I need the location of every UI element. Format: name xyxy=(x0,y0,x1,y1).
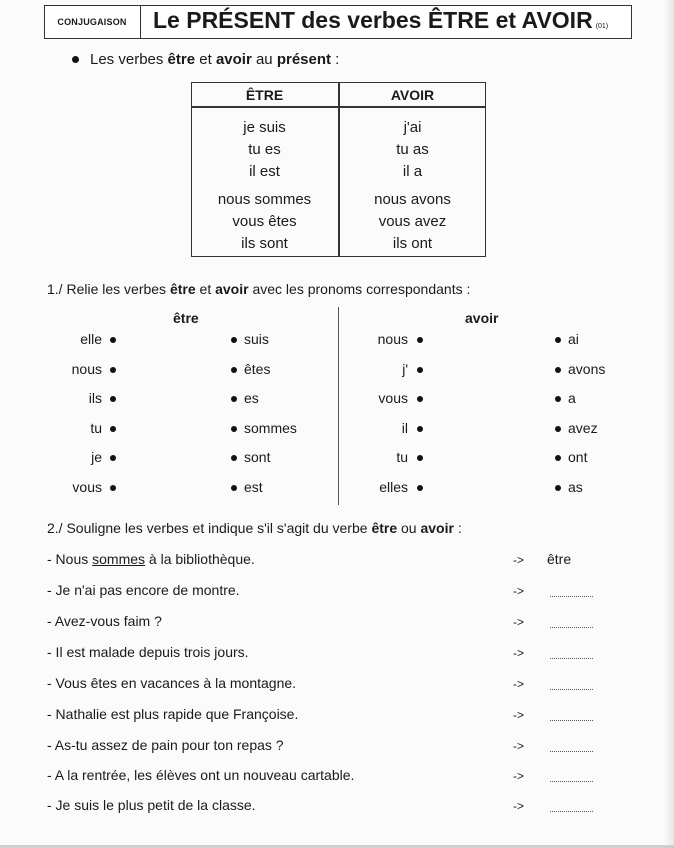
answer-blank[interactable] xyxy=(550,658,593,659)
avoir-pronoun: tu xyxy=(396,449,408,465)
answer-blank[interactable] xyxy=(550,811,593,812)
header-tag: CONJUGAISON xyxy=(44,5,141,39)
arrow-icon: -> xyxy=(513,799,525,813)
arrow-icon: -> xyxy=(513,769,525,783)
arrow-icon: -> xyxy=(513,677,525,691)
etre-verb: sommes xyxy=(244,420,297,436)
avoir-pronoun: il xyxy=(401,420,408,436)
answer-blank[interactable] xyxy=(550,596,593,597)
answer-blank[interactable] xyxy=(550,781,593,782)
arrow-icon: -> xyxy=(513,708,525,722)
bullet-icon xyxy=(72,56,79,63)
avoir-pronoun: nous xyxy=(377,331,408,347)
etre-pronoun: je xyxy=(91,449,102,465)
match-point[interactable] xyxy=(417,337,423,343)
table-cell: il est xyxy=(249,163,280,180)
page-title-text: Le PRÉSENT des verbes ÊTRE et AVOIR xyxy=(153,7,593,33)
match-point[interactable] xyxy=(110,367,116,373)
avoir-verb: a xyxy=(568,390,576,406)
sentence-line: - Il est malade depuis trois jours. xyxy=(47,644,249,660)
sentence-line: - Je n'ai pas encore de montre. xyxy=(47,582,240,598)
match-point[interactable] xyxy=(417,485,423,491)
table-cell: ils sont xyxy=(241,235,288,252)
match-header-avoir: avoir xyxy=(465,310,499,326)
table-cell: nous avons xyxy=(374,191,451,208)
page-edge-shadow xyxy=(664,0,674,848)
page-number: (01) xyxy=(595,23,609,30)
avoir-verb: avez xyxy=(568,420,598,436)
match-point[interactable] xyxy=(110,485,116,491)
table-cell: nous sommes xyxy=(217,191,312,208)
sentence-line: - Nous sommes à la bibliothèque. xyxy=(47,551,255,567)
etre-verb: suis xyxy=(244,331,269,347)
match-point[interactable] xyxy=(110,337,116,343)
sentence-line: - As-tu assez de pain pour ton repas ? xyxy=(47,737,284,753)
answer-text: être xyxy=(547,551,572,567)
match-point[interactable] xyxy=(555,396,561,402)
arrow-icon: -> xyxy=(513,553,525,567)
table-cell: ils ont xyxy=(392,235,433,252)
etre-verb: sont xyxy=(244,449,271,465)
table-cell: tu as xyxy=(396,141,429,158)
exercise2-title: 2./ Souligne les verbes et indique s'il s'agit du verbe être ou avoir : xyxy=(47,520,462,536)
exercise1-title: 1./ Relie les verbes être et avoir avec les pronoms correspondants : xyxy=(47,281,471,297)
match-point[interactable] xyxy=(231,396,237,402)
match-point[interactable] xyxy=(231,485,237,491)
table-cell: tu es xyxy=(248,141,281,158)
avoir-pronoun: elles xyxy=(379,479,408,495)
answer-blank[interactable] xyxy=(550,720,593,721)
match-point[interactable] xyxy=(555,485,561,491)
avoir-verb: avons xyxy=(568,361,606,377)
table-cell: vous avez xyxy=(378,213,447,230)
answer-blank[interactable] xyxy=(550,751,593,752)
match-point[interactable] xyxy=(417,396,423,402)
arrow-icon: -> xyxy=(513,584,525,598)
match-point[interactable] xyxy=(555,337,561,343)
etre-verb: est xyxy=(244,479,263,495)
match-point[interactable] xyxy=(417,367,423,373)
avoir-verb: ont xyxy=(568,449,588,465)
sentence-line: - Vous êtes en vacances à la montagne. xyxy=(47,675,297,691)
answer-blank[interactable] xyxy=(550,689,593,690)
etre-verb: êtes xyxy=(244,361,271,377)
match-header-etre: être xyxy=(173,310,199,326)
etre-pronoun: tu xyxy=(90,420,102,436)
arrow-icon: -> xyxy=(513,646,525,660)
table-cell: vous êtes xyxy=(232,213,297,230)
sentence-line: - Avez-vous faim ? xyxy=(47,613,162,629)
match-point[interactable] xyxy=(555,426,561,432)
answer-blank[interactable] xyxy=(550,627,593,628)
avoir-pronoun: j' xyxy=(402,361,408,377)
etre-pronoun: elle xyxy=(80,331,102,347)
sentence-line: - Nathalie est plus rapide que Françoise. xyxy=(47,706,299,722)
match-divider xyxy=(338,307,339,505)
table-header-etre: ÊTRE xyxy=(245,87,284,103)
table-header-avoir: AVOIR xyxy=(390,87,435,103)
etre-pronoun: vous xyxy=(72,479,102,495)
avoir-verb: as xyxy=(568,479,583,495)
match-point[interactable] xyxy=(555,367,561,373)
avoir-verb: ai xyxy=(568,331,579,347)
intro-line: Les verbes être et avoir au présent : xyxy=(90,51,340,68)
table-header-line xyxy=(191,106,486,108)
page-title xyxy=(153,7,608,34)
match-point[interactable] xyxy=(231,337,237,343)
table-cell: il a xyxy=(402,163,423,180)
etre-pronoun: ils xyxy=(88,390,102,406)
sentence-line: - A la rentrée, les élèves ont un nouveau cartable. xyxy=(47,767,355,783)
match-point[interactable] xyxy=(417,455,423,461)
etre-verb: es xyxy=(244,390,259,406)
table-cell: je suis xyxy=(243,119,286,136)
arrow-icon: -> xyxy=(513,739,525,753)
match-point[interactable] xyxy=(231,455,237,461)
etre-pronoun: nous xyxy=(71,361,102,377)
arrow-icon: -> xyxy=(513,615,525,629)
sentence-line: - Je suis le plus petit de la classe. xyxy=(47,797,256,813)
match-point[interactable] xyxy=(231,426,237,432)
match-point[interactable] xyxy=(555,455,561,461)
underlined-verb: sommes xyxy=(92,551,146,567)
match-point[interactable] xyxy=(110,455,116,461)
match-point[interactable] xyxy=(110,396,116,402)
match-point[interactable] xyxy=(231,367,237,373)
table-cell: j'ai xyxy=(403,119,422,136)
match-point[interactable] xyxy=(110,426,116,432)
avoir-pronoun: vous xyxy=(378,390,408,406)
match-point[interactable] xyxy=(417,426,423,432)
